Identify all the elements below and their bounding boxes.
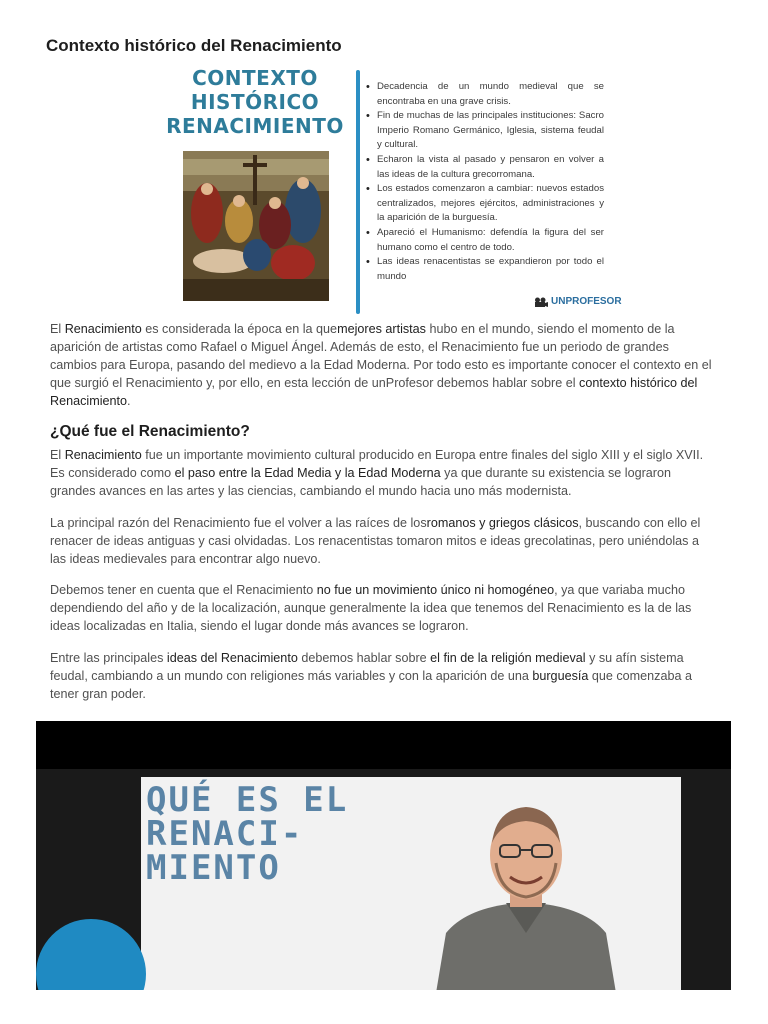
text-span: La principal razón del Renacimiento fue el volver a las raíces de los <box>50 516 427 530</box>
text-span: El <box>50 448 65 462</box>
bullet-item: • Los estados comenzaron a cambiar: nuevos estados centralizados, mejores ejércitos, administraciones y la aparición de la burguesía. <box>366 182 604 226</box>
link-no-unico[interactable]: no fue un movimiento único ni homogéneo <box>316 583 555 597</box>
brand-logo <box>534 296 622 307</box>
infographic-title-line: RENACIMIENTO <box>166 114 344 138</box>
text-span: El <box>50 322 65 336</box>
blue-circle-decoration <box>36 919 146 990</box>
text-span: que comenzaba a tener gran poder. <box>50 669 692 701</box>
text-span: , ya que variaba mucho dependiendo del año y de la localización, aunque generalmente la idea que tenemos del Renacimiento es la de las ideas localizadas en Italia, siendo el lugar donde más avances se lograron. <box>50 583 692 633</box>
film-camera-icon <box>534 297 548 307</box>
link-renacimiento[interactable]: Renacimiento <box>64 448 142 462</box>
infographic-bullets <box>366 80 604 284</box>
text-span: ya que durante su existencia se lograron grandes avances en las artes y las ciencias, cambiando el mundo hacia uno más modernista. <box>50 466 671 498</box>
renaissance-painting <box>183 151 329 301</box>
text-span: es considerada la época en la que <box>141 322 338 336</box>
painting-illustration <box>183 151 329 301</box>
text-span: Debemos tener en cuenta que el Renacimiento <box>50 583 317 597</box>
section-heading: ¿Qué fue el Renacimiento? <box>50 423 250 440</box>
link-edad-media-moderna[interactable]: el paso entre la Edad Media y la Edad Moderna <box>174 466 441 480</box>
link-contexto-historico[interactable]: contexto histórico del Renacimiento <box>50 376 698 408</box>
link-renacimiento[interactable]: Renacimiento <box>64 322 142 336</box>
paragraph <box>50 446 718 500</box>
paragraph <box>50 514 718 568</box>
text-span: hubo en el mundo, siendo el momento de la aparición de artistas como Rafael o Miguel Ángel. Además de esto, el Renacimiento fue un periodo de grandes cambios para Europa, pasando del medievo a la Edad Moderna. Por todo esto es importante conocer el contexto en el que surgió el Renacimiento y, por ello, en esta lección de unProfesor debemos hablar sobre el <box>50 322 712 390</box>
text-span: , buscando con ello el renacer de ideas antiguas y casi olvidadas. Los renacentistas tomaron mitos e ideas grecolatinas, pero uniéndolas a las ideas medievales para encontrar algo nuevo. <box>50 516 701 566</box>
bullet-item: • Decadencia de un mundo medieval que se encontraba en una grave crisis. <box>366 80 604 109</box>
infographic-title-line: CONTEXTO <box>192 66 318 90</box>
infographic-title-line: HISTÓRICO <box>190 90 320 114</box>
infographic-title <box>160 66 350 138</box>
infographic <box>160 64 622 314</box>
text-span: fue un importante movimiento cultural producido en Europa entre finales del siglo XIII y el siglo XVII. Es considerado como <box>50 448 704 480</box>
whiteboard-line: RENACI- <box>146 814 304 854</box>
paragraph <box>50 581 718 635</box>
link-romanos-griegos[interactable]: romanos y griegos clásicos <box>426 516 579 530</box>
link-mejores-artistas[interactable]: mejores artistas <box>337 322 426 336</box>
presenter-figure <box>406 783 646 990</box>
bullet-item: • Apareció el Humanismo: defendía la figura del ser humano como el centro de todo. <box>366 226 604 255</box>
video-frame[interactable] <box>36 769 731 990</box>
bullet-item: • Echaron la vista al pasado y pensaron en volver a las ideas de la cultura grecorromana. <box>366 153 604 182</box>
text-span: y su afín sistema feudal, cambiando a un mundo con religiones más variables y con la aparición de una <box>50 651 684 683</box>
link-burguesia[interactable]: burguesía <box>532 669 589 683</box>
brand-name: UNPROFESOR <box>551 296 622 307</box>
bullet-item: • Fin de muchas de las principales instituciones: Sacro Imperio Romano Germánico, Iglesia, sistema feudal y cultural. <box>366 109 604 153</box>
whiteboard-line: QUÉ ES EL <box>146 780 349 820</box>
paragraph <box>50 649 718 703</box>
page-title: Contexto histórico del Renacimiento <box>46 36 342 55</box>
infographic-divider <box>356 70 360 314</box>
link-fin-religion[interactable]: el fin de la religión medieval <box>430 651 586 665</box>
text-span: debemos hablar sobre <box>297 651 431 665</box>
intro-paragraph <box>50 320 718 410</box>
text-span: . <box>127 394 131 408</box>
video-player[interactable] <box>36 721 731 990</box>
link-ideas-renacimiento[interactable]: ideas del Renacimiento <box>166 651 298 665</box>
whiteboard-line: MIENTO <box>146 848 281 888</box>
whiteboard-title <box>146 780 349 888</box>
text-span: Entre las principales <box>50 651 167 665</box>
bullet-item: • Las ideas renacentistas se expandieron por todo el mundo <box>366 255 604 284</box>
